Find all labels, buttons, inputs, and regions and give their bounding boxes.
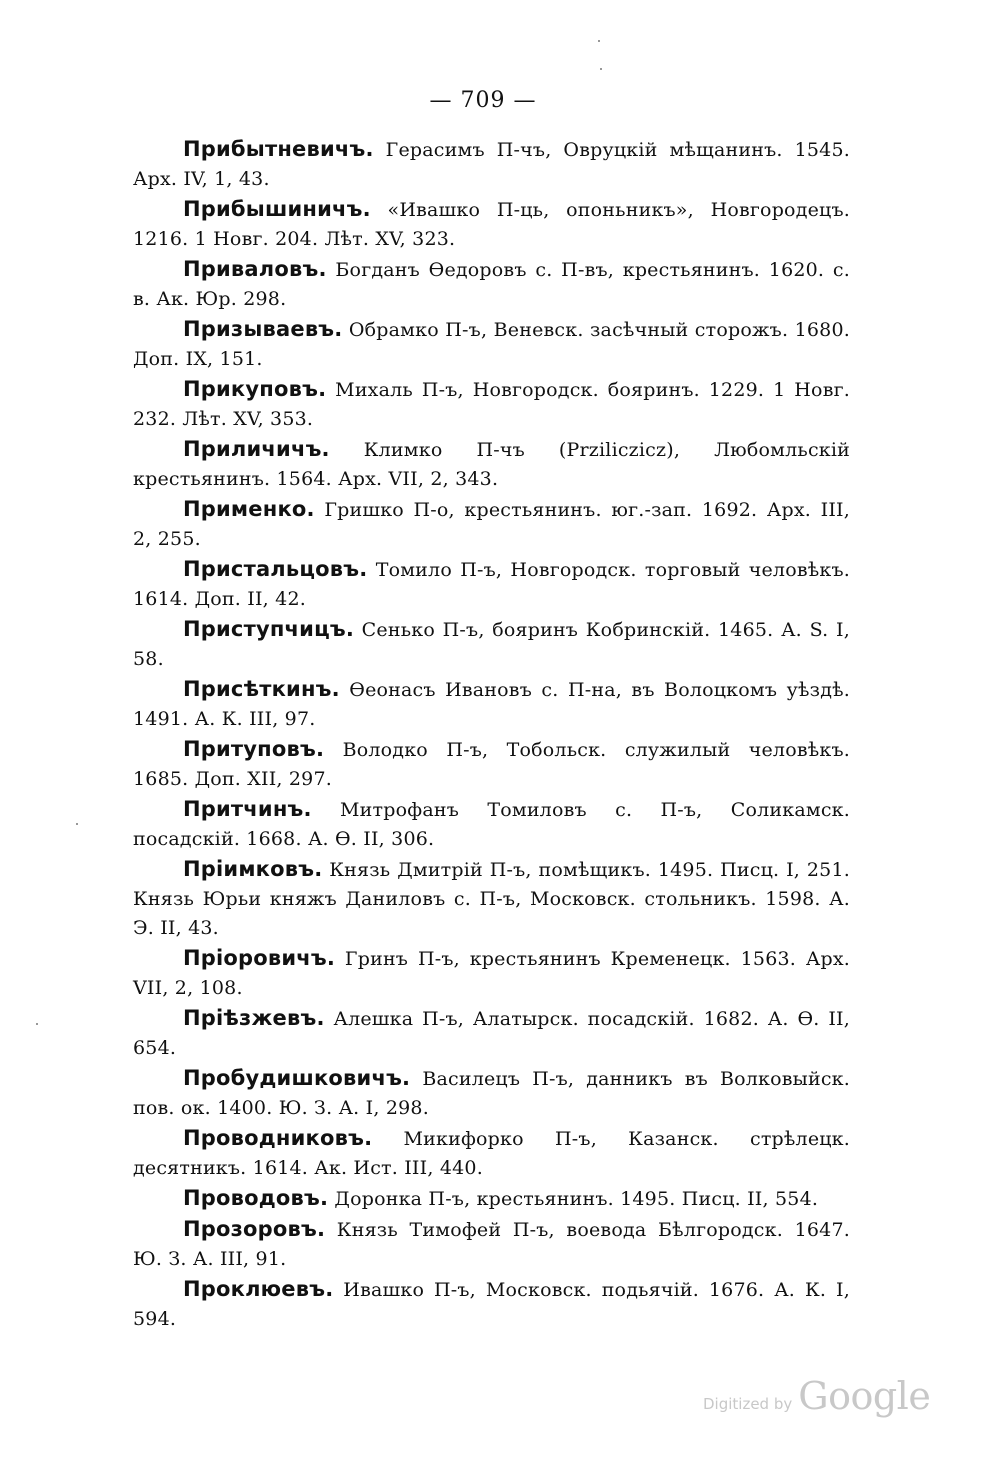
entry: [133, 1064, 850, 1123]
headword: Прикуповъ.: [183, 377, 327, 401]
entry-text: Гришко П-о, крестьянинъ. юг.-зап. 1692. Арх. III, 2, 255.: [133, 499, 850, 550]
entry-text: Доронка П-ъ, крестьянинъ. 1495. Писц. II, 554.: [328, 1188, 819, 1210]
headword: Пріимковъ.: [183, 857, 323, 881]
scan-speck: [600, 68, 602, 70]
headword: Присѣткинъ.: [183, 677, 340, 701]
headword: Притчинъ.: [183, 797, 312, 821]
entry: [133, 1124, 850, 1183]
entry: [133, 795, 850, 854]
entry-text: Климко П-чъ (Prziliczicz), Любомльскій крестьянинъ. 1564. Арх. VII, 2, 343.: [133, 439, 850, 490]
entry: [133, 1004, 850, 1063]
google-watermark: [703, 1374, 930, 1418]
entry: [133, 195, 850, 254]
headword: Проводниковъ.: [183, 1126, 373, 1150]
entry-text: Василецъ П-ъ, данникъ въ Волковыйск. пов. ок. 1400. Ю. З. А. I, 298.: [133, 1068, 850, 1119]
entry-text: Ѳеонасъ Ивановъ с. П-на, въ Волоцкомъ уѣздѣ. 1491. А. К. III, 97.: [133, 679, 850, 730]
scan-speck: [598, 40, 600, 42]
headword: Прибышиничъ.: [183, 197, 371, 221]
entry-text: Князь Тимофей П-ъ, воевода Бѣлгородск. 1647. Ю. З. А. III, 91.: [133, 1219, 850, 1270]
entry: [133, 435, 850, 494]
headword: Пробудишковичъ.: [183, 1066, 411, 1090]
scan-speck: [76, 823, 78, 825]
headword: Проводовъ.: [183, 1186, 329, 1210]
entry-text: Обрамко П-ъ, Веневск. засѣчный сторожъ. 1680. Доп. IX, 151.: [133, 319, 850, 370]
scan-speck: [36, 1023, 38, 1025]
entry: [133, 855, 850, 943]
entry: [133, 315, 850, 374]
headword: Прозоровъ.: [183, 1217, 326, 1241]
headword: Пріоровичъ.: [183, 946, 336, 970]
page-number: — 709 —: [429, 88, 537, 113]
headword: Пріѣзжевъ.: [183, 1006, 325, 1030]
entry-text: Алешка П-ъ, Алатырск. посадскій. 1682. А. Ѳ. II, 654.: [133, 1008, 850, 1059]
google-logo: Google: [798, 1374, 931, 1418]
headword: Притуповъ.: [183, 737, 325, 761]
entry-text: Микифорко П-ъ, Казанск. стрѣлецк. десятникъ. 1614. Ак. Ист. III, 440.: [133, 1128, 850, 1179]
headword: Пристальцовъ.: [183, 557, 368, 581]
entry: [133, 375, 850, 434]
entry: [133, 1184, 850, 1214]
headword: Приступчицъ.: [183, 617, 354, 641]
entry-text: Богданъ Ѳедоровъ с. П-въ, крестьянинъ. 1620. с. в. Ак. Юр. 298.: [133, 259, 850, 310]
entry-list: [133, 135, 850, 1335]
headword: Приличичъ.: [183, 437, 330, 461]
entry-text: Гринъ П-ъ, крестьянинъ Кременецк. 1563. Арх. VII, 2, 108.: [133, 948, 850, 999]
entry: [133, 735, 850, 794]
entry-text: «Ивашко П-ць, опоньникъ», Новгородецъ. 1216. 1 Новг. 204. Лѣт. XV, 323.: [133, 199, 850, 250]
watermark-prefix: Digitized by: [703, 1395, 793, 1413]
entry: [133, 1215, 850, 1274]
entry-text: Михаль П-ъ, Новгородск. бояринъ. 1229. 1 Новг. 232. Лѣт. XV, 353.: [133, 379, 850, 430]
entry: [133, 255, 850, 314]
entry: [133, 675, 850, 734]
headword: Проклюевъ.: [183, 1277, 334, 1301]
headword: Применко.: [183, 497, 315, 521]
entry-text: Герасимъ П-чъ, Овруцкій мѣщанинъ. 1545. Арх. IV, 1, 43.: [133, 139, 850, 190]
entry: [133, 944, 850, 1003]
entry-text: Князь Дмитрій П-ъ, помѣщикъ. 1495. Писц. I, 251. Князь Юрьи княжъ Даниловъ с. П-ъ, Московск. стольникъ. 1598. А. Э. II, 43.: [133, 859, 850, 939]
entry: [133, 615, 850, 674]
headword: Приваловъ.: [183, 257, 327, 281]
entry-text: Томило П-ъ, Новгородск. торговый человѣкъ. 1614. Доп. II, 42.: [133, 559, 850, 610]
entry: [133, 495, 850, 554]
entry-text: Володко П-ъ, Тобольск. служилый человѣкъ. 1685. Доп. XII, 297.: [133, 739, 850, 790]
entry-text: Сенько П-ъ, бояринъ Кобринскій. 1465. А. S. I, 58.: [133, 619, 850, 670]
entry: [133, 1275, 850, 1334]
headword: Прибытневичъ.: [183, 137, 374, 161]
headword: Призываевъ.: [183, 317, 343, 341]
entry: [133, 555, 850, 614]
entry: [133, 135, 850, 194]
entry-text: Ивашко П-ъ, Московск. подьячій. 1676. А. К. I, 594.: [133, 1279, 850, 1330]
entry-text: Митрофанъ Томиловъ с. П-ъ, Соликамск. посадскій. 1668. А. Ѳ. II, 306.: [133, 799, 850, 850]
